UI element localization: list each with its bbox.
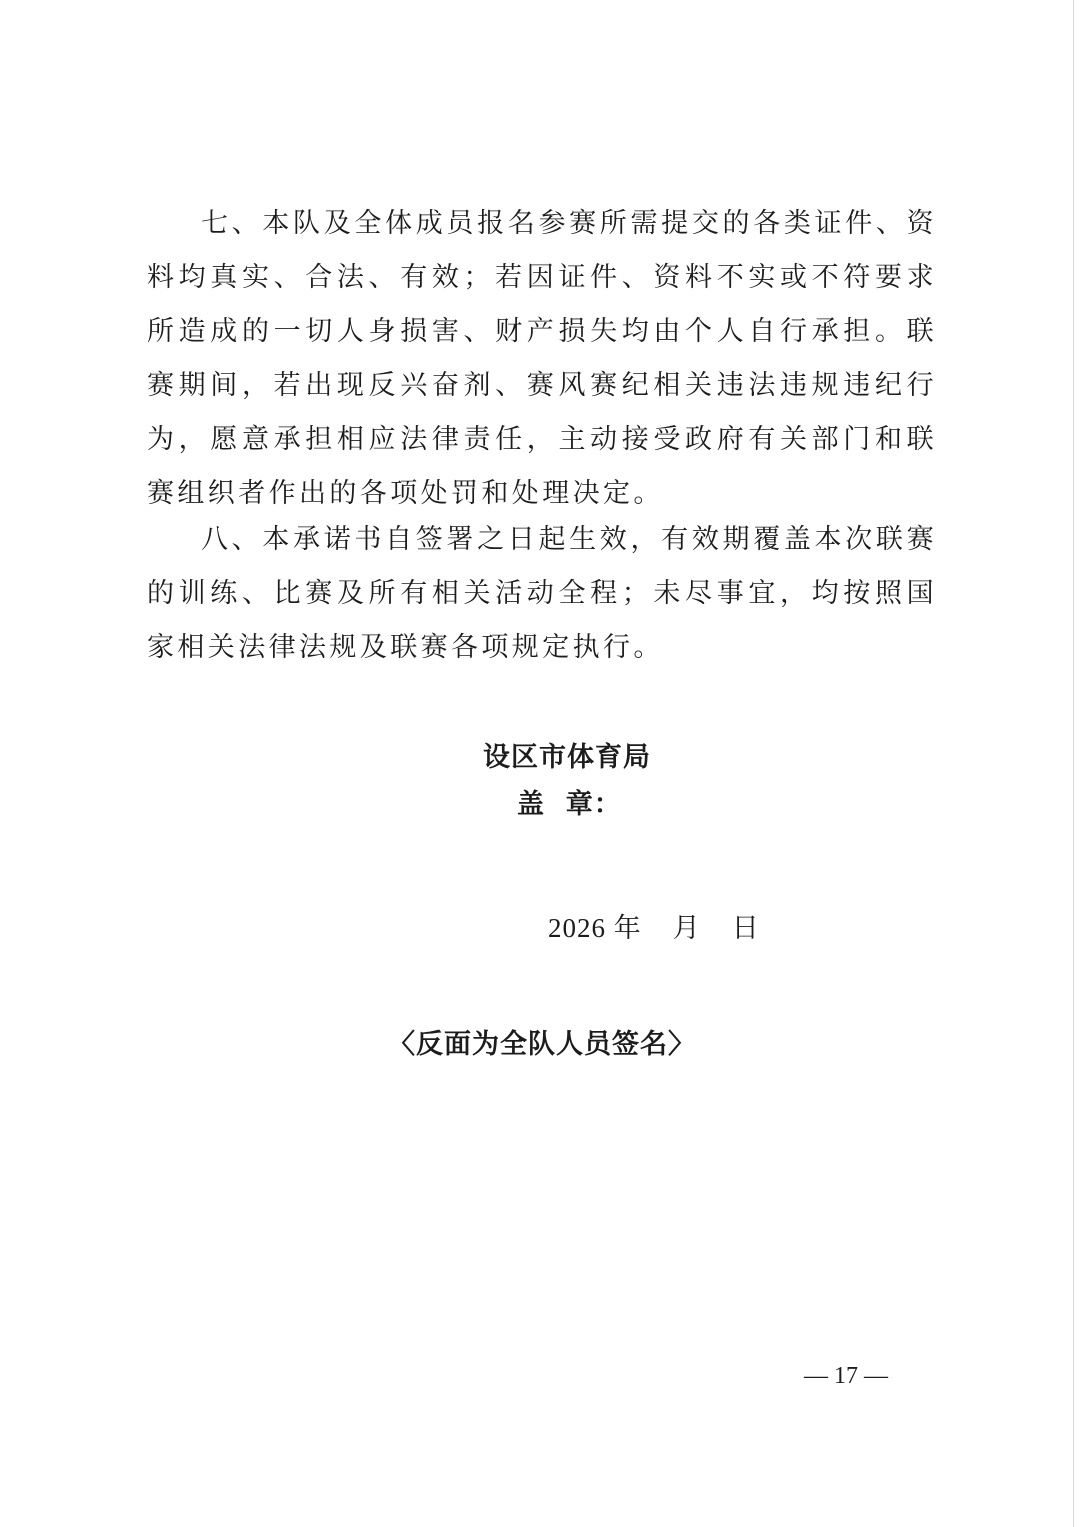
stamp-label: 盖 章：	[517, 789, 622, 820]
page-number: — 17 —	[804, 1363, 888, 1389]
page-edge-line	[1073, 0, 1074, 1527]
clause-eight	[147, 513, 937, 675]
signing-date: 2026 年 月 日	[548, 913, 760, 943]
issuer-name: 设区市体育局	[483, 742, 651, 773]
clause-eight-text: 八、本承诺书自签署之日起生效，有效期覆盖本次联赛的训练、比赛及所有相关活动全程；未尽事宜，均按照国家相关法律法规及联赛各项规定执行。	[147, 524, 937, 663]
clause-seven-text: 七、本队及全体成员报名参赛所需提交的各类证件、资料均真实、合法、有效；若因证件、资料不实或不符要求所造成的一切人身损害、财产损失均由个人自行承担。联赛期间，若出现反兴奋剂、赛风赛纪相关违法违规违纪行为，愿意承担相应法律责任，主动接受政府有关部门和联赛组织者作出的各项处罚和处理决定。	[147, 208, 937, 509]
reverse-side-note: 〈反面为全队人员签名〉	[388, 1029, 696, 1060]
clause-seven	[147, 197, 937, 521]
